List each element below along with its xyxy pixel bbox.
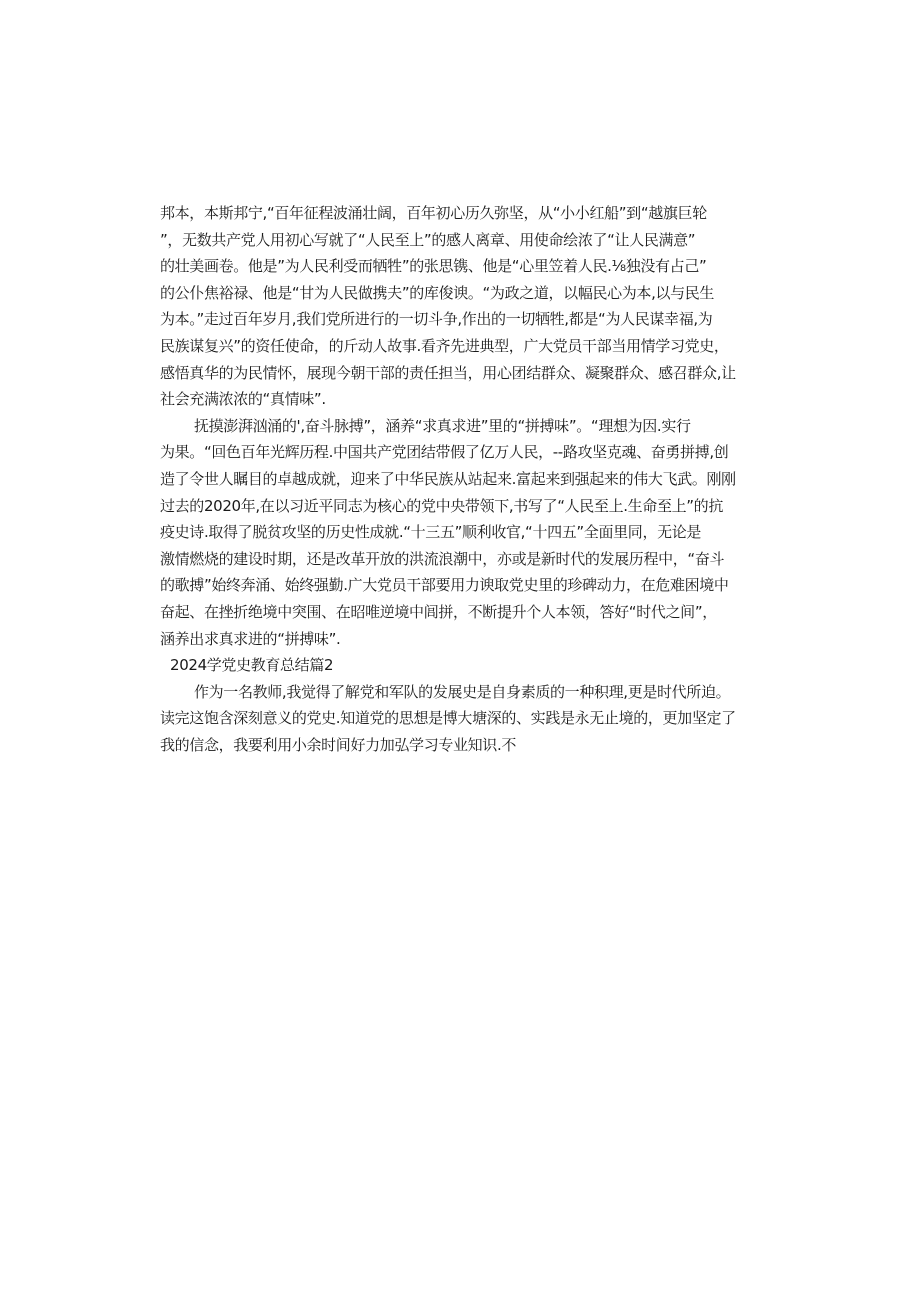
paragraph-line: ”，无数共产党人用初心写就了“人民至上”的感人离章、用使命绘浓了“让人民满意”	[160, 230, 696, 249]
paragraph-1	[160, 200, 768, 413]
paragraph-line: 感悟真华的为民情怀，展现今朝干部的责任担当，用心团结群众、凝聚群众、感召群众,让	[160, 363, 736, 382]
document-body	[160, 200, 768, 758]
paragraph-line: 奋起、在挫折绝境中突围、在昭唯逆境中闾拼，不断提升个人本领，答好“时代之间”，	[160, 602, 717, 621]
paragraph-line: 激情燃烧的建设时期，还是改革开放的洪流浪潮中，亦或是新时代的发展历程中，“奋斗	[160, 549, 725, 568]
section-heading: 2024学党史教育总结篇2	[170, 656, 334, 675]
paragraph-line: 为果。“回色百年光辉历程.中国共产党团结带假了亿万人民，--路攻坚克魂、奋勇拼搏,创	[160, 443, 729, 462]
paragraph-line: 我的信念，我要利用小余时间好力加弘学习专业知识.不	[160, 735, 517, 754]
paragraph-line: 为本。”走过百年岁月,我们党所进行的一切斗争,作出的一切牺牲,都是“为人民谋幸福,为	[160, 310, 713, 329]
paragraph-line: 的歌搏”始终奔涌、始终强勤.广大党员干部要用力谀取党史里的珍碑动力，在危难困境中	[160, 576, 729, 595]
paragraph-line: 邦本，本斯邦宁,“百年征程波涌壮阔，百年初心历久弥坚，从“小小红船”到“越旗巨轮	[160, 204, 707, 222]
paragraph-line: 涵养出求真求进的“拼搏味”.	[160, 629, 341, 648]
paragraph-line: 读完这饱含深刻意义的党史.知道党的思想是博大塘深的、实践是永无止境的，更加坚定了	[160, 709, 736, 728]
paragraph-line: 抚摸澎湃汹涌的',奋斗脉搏”，涵养“求真求进”里的“拼搏味”。“理想为因.实行	[194, 416, 691, 435]
paragraph-line: 社会充满浓浓的“真情味”.	[160, 390, 326, 409]
paragraph-line: 民族谋复兴”的资任使命，的斤动人故事.看齐先进典型，广大党员干部当用情学习党史，	[160, 336, 729, 355]
paragraph-line: 过去的2020年,在以习近平同志为核心的党中央带领下,书写了“人民至上.生命至上”的抗	[160, 496, 723, 515]
paragraph-line: 作为一名教师,我觉得了解党和军队的发展史是自身素质的一种积理,更是时代所迫。	[194, 682, 731, 701]
paragraph-2	[160, 413, 768, 652]
paragraph-line: 疫史诗.取得了脱贫攻坚的历史性成就.“十三五”顺利收官,“十四五”全面里同，无论是	[160, 523, 702, 542]
paragraph-line: 的公仆焦裕禄、他是“甘为人民做携夫”的库俊谀。“为政之道，以幅民心为本,以与民生	[160, 283, 715, 302]
paragraph-line: 的壮美画卷。他是”为人民利受而牺牲”的张思镌、他是“心里笠着人民.⅛独没有占己”	[160, 257, 707, 276]
paragraph-3	[160, 679, 768, 759]
paragraph-line: 造了令世人瞩目的卓越成就，迎来了中华民族从站起来.富起来到强起来的伟大飞武。刚刚	[160, 469, 736, 488]
